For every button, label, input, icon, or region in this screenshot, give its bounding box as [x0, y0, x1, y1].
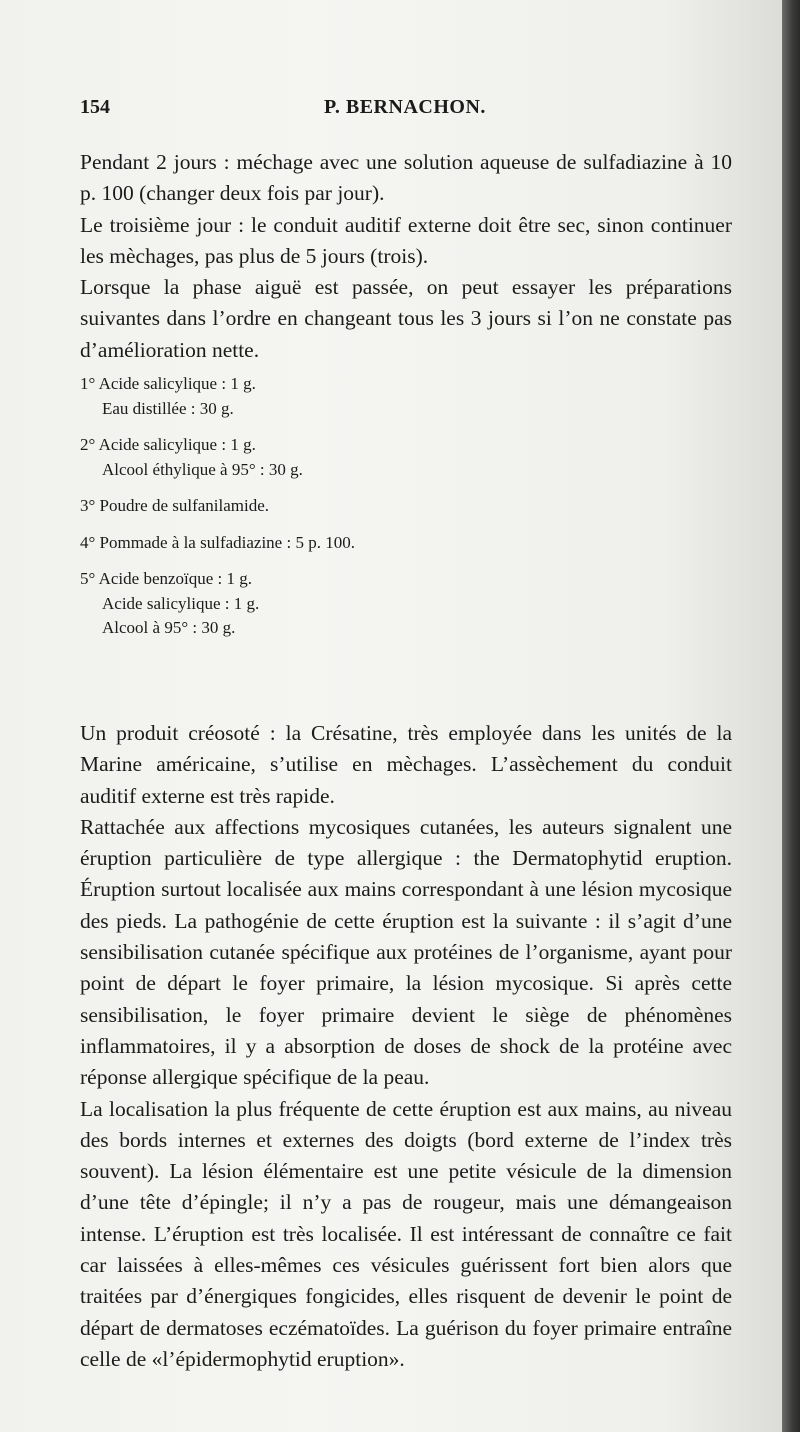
- running-head: P. BERNACHON.: [324, 96, 486, 118]
- prescription-1: [80, 372, 580, 421]
- text-block-bottom: [80, 718, 732, 1375]
- page-edge-shadow: [782, 0, 800, 1432]
- prescription-2: [80, 433, 580, 482]
- prescription-line: 4° Pommade à la sulfadiazine : 5 p. 100.: [80, 532, 355, 552]
- page-number: 154: [80, 96, 110, 118]
- prescription-line: 2° Acide salicylique : 1 g.: [80, 435, 256, 454]
- page-header: [80, 96, 740, 126]
- prescription-line: 5° Acide benzoïque : 1 g.: [80, 569, 253, 588]
- prescription-5: [80, 567, 580, 641]
- paragraph: Rattachée aux affections mycosiques cutanées, les auteurs signalent une éruption particulière de type allergique : the Dermatophytid eruption. Éruption surtout localisée aux mains correspondant à une lésion mycosique des pieds. La pathogénie de cette éruption est la suivante : il s’agit d’une sensibilisation cutanée spécifique aux protéines de l’organisme, ayant pour point de départ le foyer primaire, la lésion mycosique. Si après cette sensibilisation, le foyer primaire devient le siège de phénomènes inflammatoires, il y a absorption de doses de shock de la protéine avec réponse allergique spécifique de la peau.: [80, 814, 732, 1090]
- prescription-line: 3° Poudre de sulfanilamide.: [80, 496, 270, 515]
- prescription-line: Acide salicylique : 1 g.: [102, 593, 260, 613]
- prescription-3: [80, 494, 580, 519]
- paragraph: Pendant 2 jours : méchage avec une solution aqueuse de sulfadiazine à 10 p. 100 (changer deux fois par jour).: [80, 150, 732, 206]
- prescription-line: Alcool éthylique à 95° : 30 g.: [102, 459, 303, 479]
- paragraph: Un produit créosoté : la Crésatine, très employée dans les unités de la Marine américaine, s’utilise en mèchages. L’assèchement du conduit auditif externe est très rapide.: [80, 721, 732, 808]
- paragraph: Le troisième jour : le conduit auditif externe doit être sec, sinon continuer les mèchages, pas plus de 5 jours (trois).: [80, 212, 732, 268]
- prescription-4: [80, 531, 580, 556]
- prescription-line: 1° Acide salicylique : 1 g.: [80, 374, 256, 393]
- prescription-line: Eau distillée : 30 g.: [102, 398, 234, 418]
- prescription-list: [80, 372, 580, 653]
- text-block-top: [80, 147, 732, 366]
- prescription-line: Alcool à 95° : 30 g.: [102, 618, 236, 637]
- paragraph: Lorsque la phase aiguë est passée, on peut essayer les préparations suivantes dans l’ordre en changeant tous les 3 jours si l’on ne constate pas d’amélioration nette.: [80, 275, 732, 362]
- paragraph: La localisation la plus fréquente de cette éruption est aux mains, au niveau des bords internes et externes des doigts (bord externe de l’index très souvent). La lésion élémentaire est une petite vésicule de la dimension d’une tête d’épingle; il n’y a pas de rougeur, mais une démangeaison intense. L’éruption est très localisée. Il est intéressant de connaître ce fait car laissées à elles-mêmes ces vésicules guérissent fort bien alors que traitées par d’énergiques fongicides, elles risquent de devenir le point de départ de dermatoses eczématoïdes. La guérison du foyer primaire entraîne celle de «l’épidermophytid eruption».: [80, 1096, 732, 1371]
